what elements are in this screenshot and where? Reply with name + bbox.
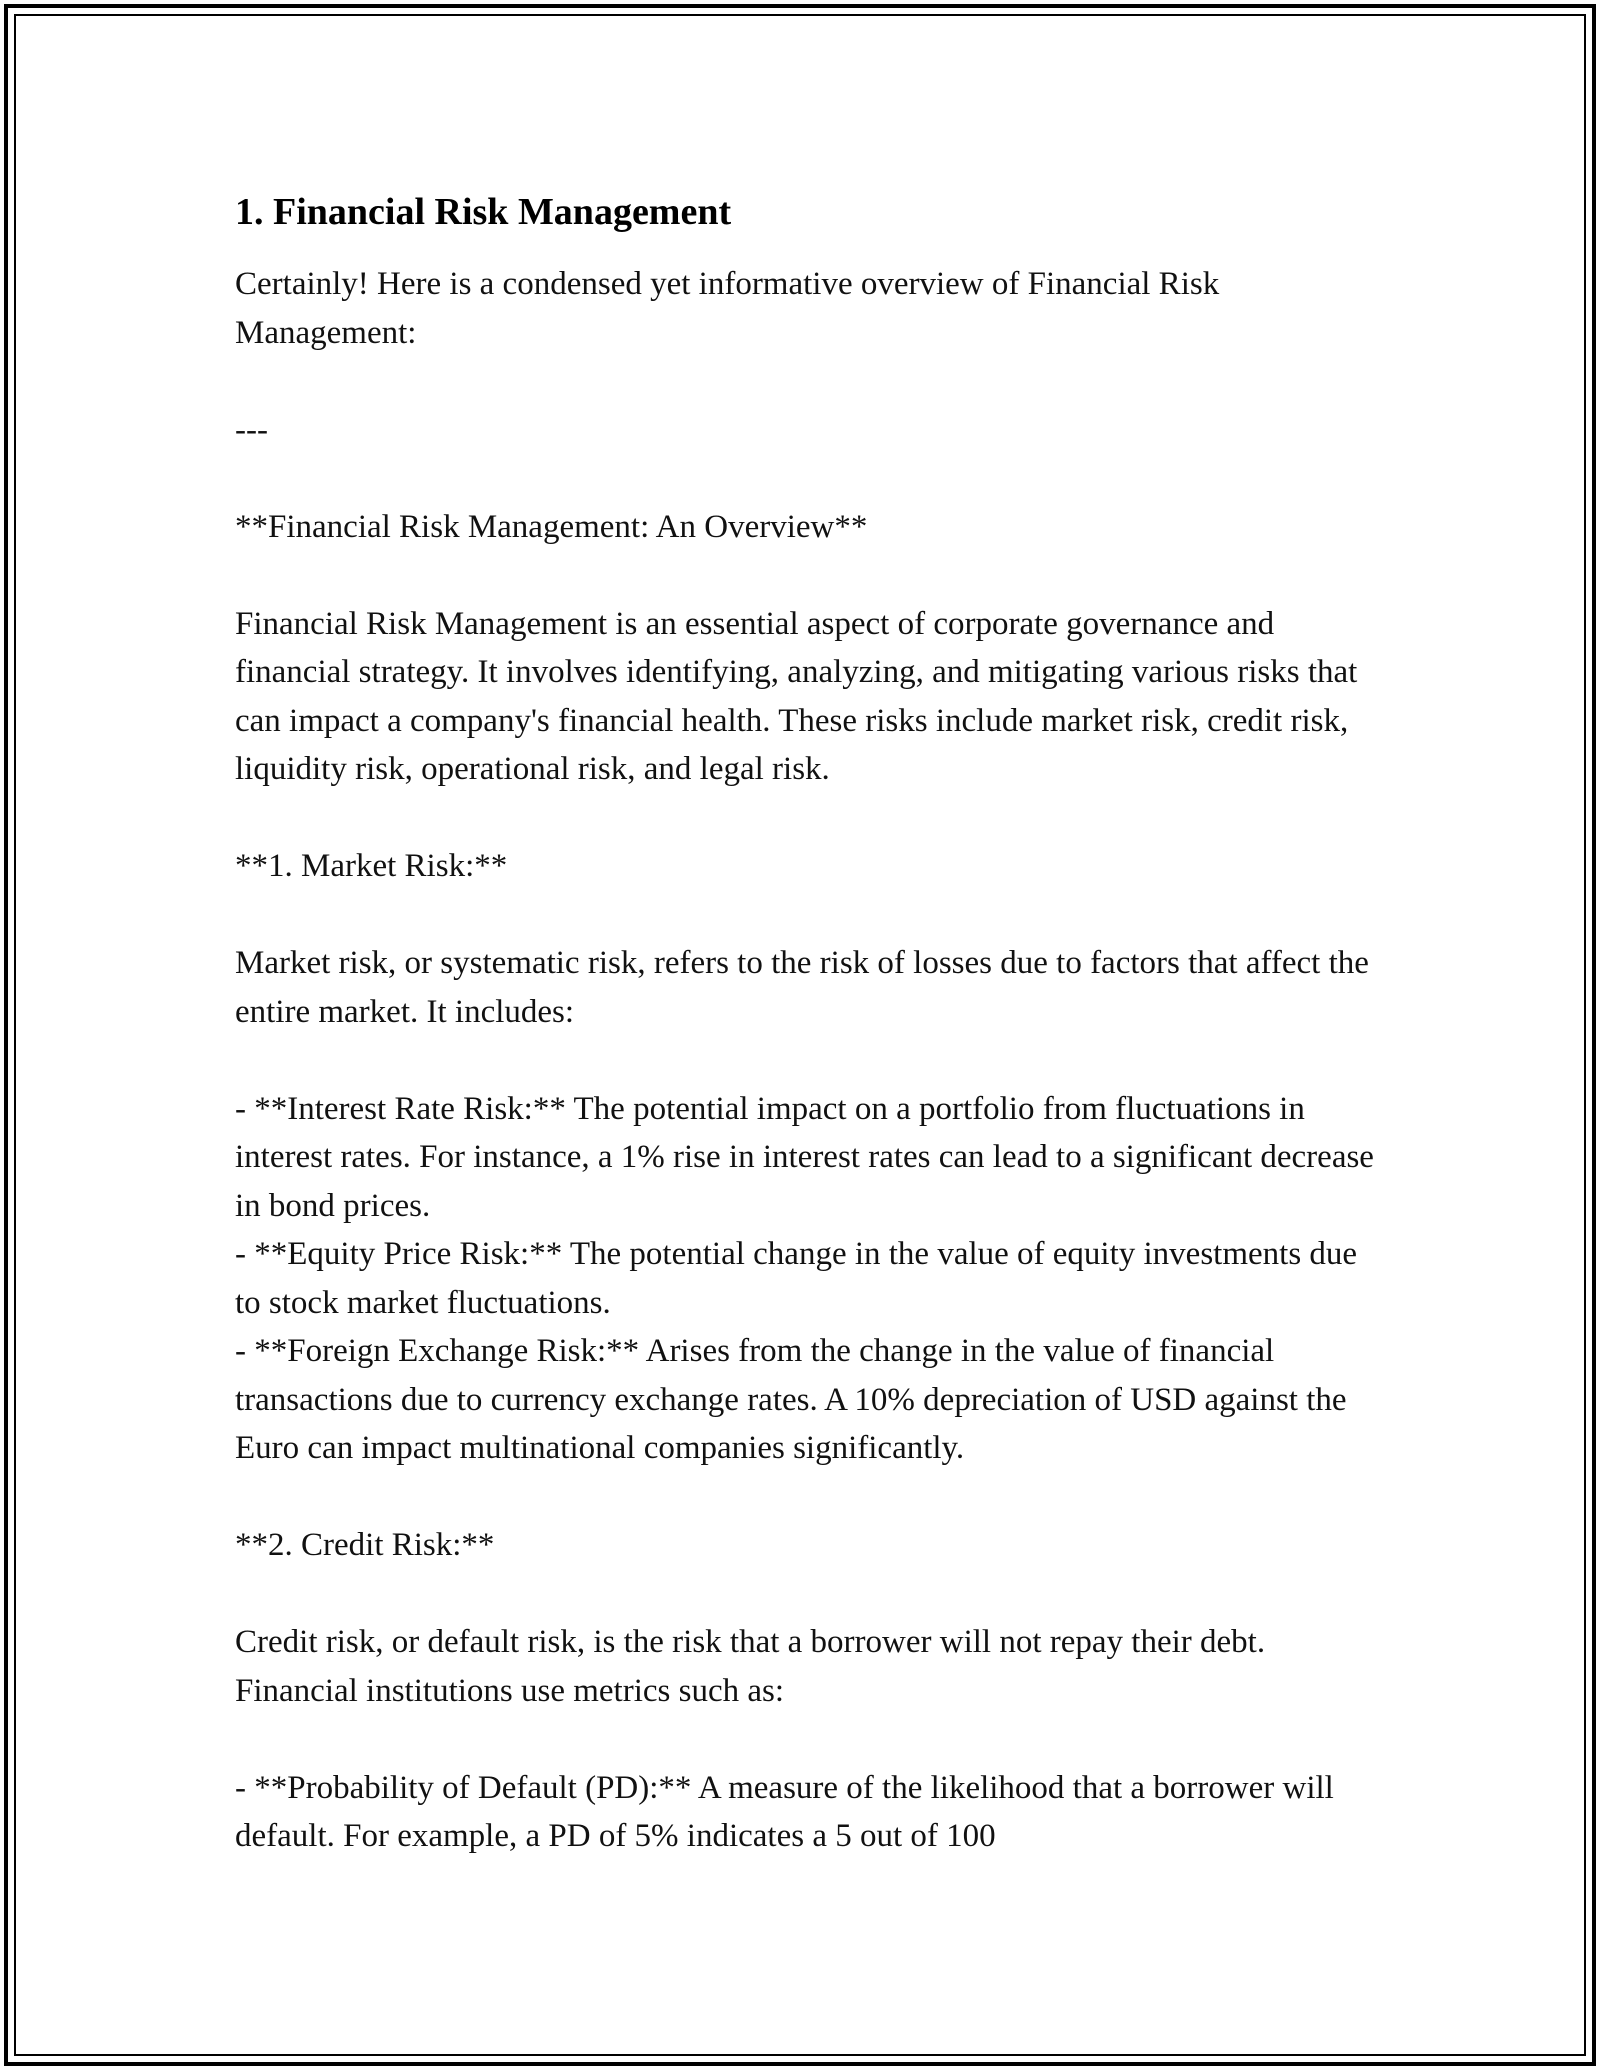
credit-risk-paragraph: Credit risk, or default risk, is the risk that a borrower will not repay their debt. Financial institutions use metrics such as: — [235, 1624, 1266, 1709]
overview-paragraph: Financial Risk Management is an essential aspect of corporate governance and financial strategy. It involves identifying, analyzing, and mitigating various risks that can impact a company's financial health. These risks include market risk, credit risk, liquidity risk, operational risk, and legal risk. — [235, 605, 1358, 787]
overview-title: **Financial Risk Management: An Overview** — [235, 508, 868, 545]
document-body — [235, 180, 1375, 1861]
separator-line: --- — [235, 411, 268, 448]
market-risk-paragraph: Market risk, or systematic risk, refers to the risk of losses due to factors that affect the entire market. It includes: — [235, 945, 1369, 1030]
list-item-equity-price-risk: - **Equity Price Risk:** The potential change in the value of equity investments due to stock market fluctuations. — [235, 1236, 1358, 1321]
section-heading: 1. Financial Risk Management — [235, 191, 732, 233]
credit-risk-title: **2. Credit Risk:** — [235, 1527, 495, 1563]
list-item-probability-of-default: - **Probability of Default (PD):** A measure of the likelihood that a borrower will default. For example, a PD of 5% indicates a 5 out of 100 — [235, 1769, 1334, 1854]
market-risk-title: **1. Market Risk:** — [235, 848, 508, 884]
list-item-interest-rate-risk: - **Interest Rate Risk:** The potential impact on a portfolio from fluctuations in interest rates. For instance, a 1% rise in interest rates can lead to a significant decrease in bond prices. — [235, 1090, 1374, 1224]
market-risk-list — [235, 1085, 1375, 1473]
list-item-foreign-exchange-risk: - **Foreign Exchange Risk:** Arises from the change in the value of financial transactions due to currency exchange rates. A 10% depreciation of USD against the Euro can impact multinational companies significantly. — [235, 1333, 1347, 1466]
credit-risk-list — [235, 1764, 1375, 1861]
intro-paragraph: Certainly! Here is a condensed yet informative overview of Financial Risk Management: — [235, 266, 1220, 351]
